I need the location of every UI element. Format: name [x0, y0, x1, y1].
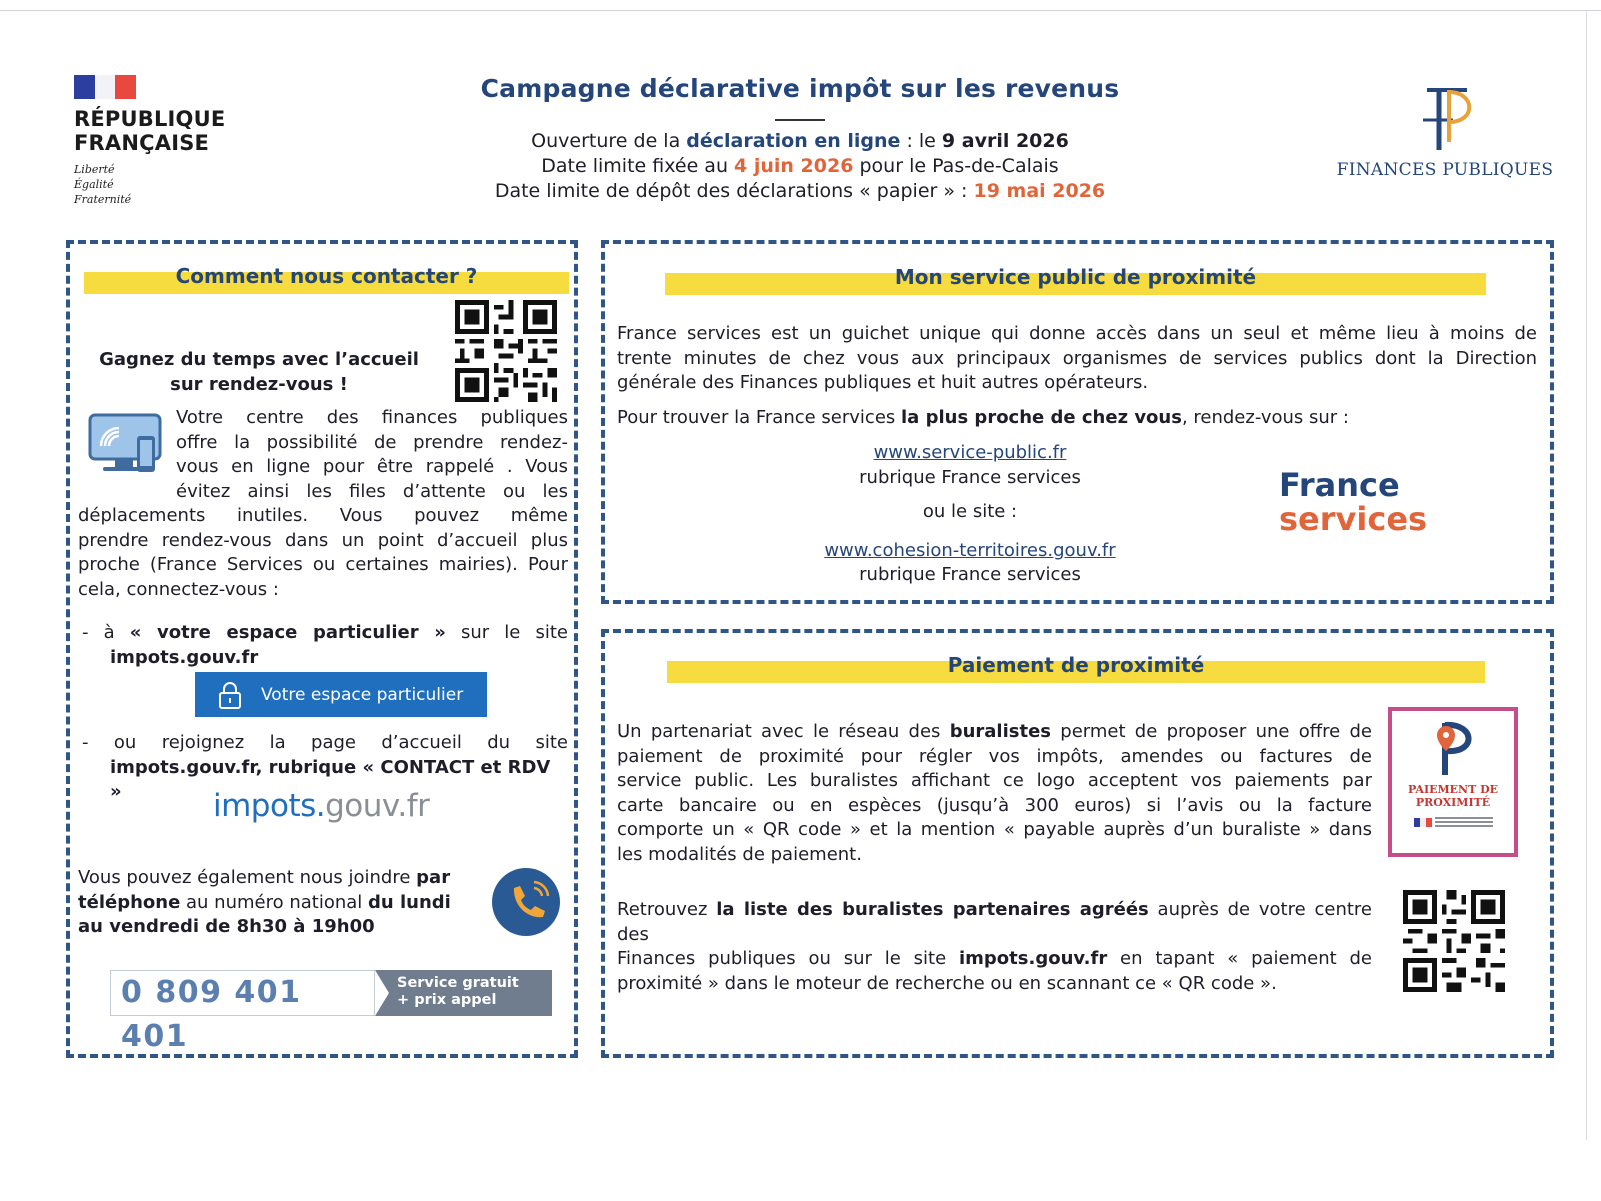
- p2-line2-text-2: en tapant « paiement de: [1107, 948, 1373, 969]
- p2-line1-text: Retrouvez: [617, 899, 717, 920]
- paper-deadline-line: [440, 179, 1160, 204]
- service-public-heading: Mon service public de proximité: [894, 265, 1257, 289]
- rf-name-line-1: RÉPUBLIQUE: [74, 107, 226, 131]
- line1-text: Ouverture de la: [531, 130, 687, 152]
- fs-para-line-3: générale des Finances publiques et huit autres opérateurs.: [617, 372, 1149, 393]
- p1-line3: service public. Les buralistes affichant ce logo acceptent vos paiements par: [617, 770, 1372, 791]
- rf-motto-2: Égalité: [74, 178, 114, 191]
- paiement-paragraph-2: [617, 898, 1372, 996]
- p1-line2: paiement de proximité pour régler vos impôts, amendes ou factures de: [617, 745, 1372, 767]
- deadline-line: [440, 154, 1160, 179]
- contact-para-line-2: offre la possibilité de prendre rendez-: [176, 431, 568, 453]
- title-divider: [775, 119, 825, 121]
- contact-paragraph-bottom: [78, 504, 568, 602]
- bullet1-site: impots.gouv.fr: [110, 646, 259, 668]
- service-gratuit-tag: [375, 970, 552, 1016]
- rf-name: [74, 107, 264, 155]
- paiement-proximite-mark-icon: [1423, 719, 1483, 779]
- bullet1-prefix: - à: [82, 622, 130, 643]
- service-gratuit-line-2: + prix appel: [397, 992, 497, 1008]
- contact-para-line-6: prendre rendez-vous dans un point d’accueil plus: [78, 529, 568, 551]
- paper-deadline: 19 mai 2026: [973, 180, 1106, 202]
- p1-line6: les modalités de paiement.: [617, 843, 862, 865]
- flag-icon: [74, 75, 136, 99]
- rf-name-line-2: FRANÇAISE: [74, 131, 210, 155]
- france-services-logo: [1279, 468, 1427, 536]
- france-services-paragraph: [617, 322, 1537, 396]
- fs-para-line-2: trente minutes de chez vous aux principaux organismes de services publics dont la Direction: [617, 347, 1537, 369]
- p1-line5: comporte un « QR code » et la mention « payable auprès d’un buraliste » dans: [617, 819, 1372, 840]
- espace-particulier-button[interactable]: [195, 672, 487, 717]
- page-title: Campagne déclarative impôt sur les revenus: [480, 74, 1120, 103]
- espace-particulier-label: Votre espace particulier: [261, 684, 464, 705]
- finances-publiques-logo: [1330, 80, 1560, 180]
- p2-line3: proximité » dans le moteur de recherche ou en scannant ce « QR code ».: [617, 972, 1277, 994]
- contact-para-line-3: vous en ligne pour être rappelé . Vous: [176, 456, 568, 477]
- bullet2-bold: impots.gouv.fr, rubrique « CONTACT et RDV »: [110, 756, 551, 802]
- pp-logo-fine-print: [1435, 815, 1493, 829]
- p2-line1-bold: la liste des buralistes partenaires agréés: [716, 899, 1149, 920]
- contact-para-line-5: déplacements inutiles. Vous pouvez même: [78, 505, 568, 526]
- phone-line1-text: Vous pouvez également nous joindre: [78, 867, 417, 888]
- computer-phone-icon: [87, 412, 167, 480]
- p2-line2-text: Finances publiques ou sur le site: [617, 948, 959, 969]
- phone-paragraph: [78, 866, 478, 940]
- scan-edge-right: [1586, 10, 1587, 1140]
- pp-logo-footer: [1392, 815, 1514, 829]
- rf-motto: [74, 162, 264, 207]
- phone-icon[interactable]: [490, 866, 562, 938]
- header: [440, 74, 1160, 204]
- rdv-line-1: Gagnez du temps avec l’accueil: [99, 349, 419, 370]
- contact-para-line-8: cela, connectez-vous :: [78, 578, 279, 600]
- line2-text-2: pour le Pas-de-Calais: [853, 155, 1059, 177]
- finances-publiques-mark-icon: [1405, 80, 1485, 152]
- finances-publiques-name: FINANCES PUBLIQUES: [1336, 160, 1554, 180]
- republique-francaise-logo: [74, 75, 264, 207]
- line1-text-2: : le: [900, 130, 942, 152]
- phone-line2-bold: téléphone: [78, 891, 181, 913]
- p1-line1-bold: buralistes: [949, 721, 1052, 742]
- line1-highlight: déclaration en ligne: [686, 130, 901, 152]
- line3-text: Date limite de dépôt des déclarations « papier » :: [494, 180, 974, 202]
- service-public-heading-bar: [665, 265, 1486, 295]
- lock-icon: [215, 680, 245, 710]
- impots-gouv-logo[interactable]: [213, 788, 429, 824]
- p1-line4: carte bancaire ou en espèces (jusqu’à 300 euros) si l’avis ou la facture: [617, 794, 1372, 816]
- bullet2-text: - ou rejoignez la page d’accueil du site: [82, 732, 568, 753]
- bullet1-bold: « votre espace particulier »: [129, 622, 446, 643]
- bullet-espace-particulier: [82, 621, 568, 670]
- rubrique-2: rubrique France services: [859, 564, 1081, 585]
- paiement-paragraph-1: [617, 720, 1372, 867]
- contact-paragraph-top: [176, 406, 568, 504]
- qr-code-icon[interactable]: [455, 300, 557, 402]
- pp-logo-line-1: PAIEMENT DE: [1407, 783, 1499, 796]
- fs-logo-services: services: [1279, 500, 1428, 538]
- fs-logo-france: France: [1279, 466, 1400, 504]
- ou-le-site: ou le site :: [922, 501, 1018, 522]
- impots-logo-part-1: impots.: [213, 788, 326, 824]
- qr-code-icon[interactable]: [1403, 890, 1505, 992]
- p2-line2-bold: impots.gouv.fr: [959, 948, 1108, 969]
- online-deadline: 4 juin 2026: [734, 155, 854, 177]
- find-text-2: , rendez-vous sur :: [1181, 407, 1349, 428]
- fs-para-line-1: France services est un guichet unique qui donne accès dans un seul et même lieu à moins de: [617, 323, 1537, 344]
- phone-line3: au vendredi de 8h30 à 19h00: [78, 916, 375, 937]
- rf-motto-1: Liberté: [74, 163, 115, 176]
- cohesion-territoires-link[interactable]: www.cohesion-territoires.gouv.fr: [824, 539, 1116, 561]
- contact-para-line-7: proche (France Services ou certaines mairies). Pour: [78, 554, 568, 575]
- paiement-heading: Paiement de proximité: [947, 653, 1205, 677]
- opening-date-line: [440, 129, 1160, 154]
- contact-heading-bar: [84, 264, 569, 294]
- rubrique-1: rubrique France services: [859, 466, 1081, 488]
- p1-line1-text-2: permet de proposer une offre de: [1051, 721, 1373, 742]
- find-bold: la plus proche de chez vous: [901, 407, 1182, 428]
- scan-edge-top: [0, 10, 1601, 11]
- impots-logo-part-2: gouv.fr: [325, 788, 430, 824]
- pp-logo-line-2: PROXIMITÉ: [1415, 796, 1491, 809]
- contact-heading: Comment nous contacter ?: [175, 264, 478, 288]
- phone-number[interactable]: 0 809 401 401: [110, 970, 375, 1016]
- mini-flag-icon: [1414, 818, 1432, 827]
- opening-date: 9 avril 2026: [941, 130, 1069, 152]
- service-gratuit-line-1: Service gratuit: [397, 975, 519, 991]
- find-text: Pour trouver la France services: [617, 407, 901, 428]
- phone-line2-bold-2: du lundi: [368, 891, 451, 913]
- phone-line1-bold: par: [416, 867, 451, 888]
- rf-motto-3: Fraternité: [74, 193, 132, 206]
- contact-para-line-1: Votre centre des finances publiques: [176, 407, 568, 428]
- find-france-services: [617, 406, 1537, 431]
- rdv-tagline: [84, 348, 434, 397]
- p1-line1-text: Un partenariat avec le réseau des: [617, 721, 950, 742]
- line2-text: Date limite fixée au: [541, 155, 735, 177]
- links-block: [760, 441, 1180, 588]
- paiement-heading-bar: [667, 653, 1485, 683]
- paiement-proximite-logo: [1388, 707, 1518, 857]
- rdv-line-2: sur rendez-vous !: [170, 373, 348, 395]
- phone-line2-text: au numéro national: [180, 891, 368, 913]
- bullet1-suffix: sur le site: [445, 622, 569, 643]
- p2-line1-text-2: auprès de votre centre des: [617, 899, 1372, 945]
- contact-para-line-4: évitez ainsi les files d’attente ou les: [176, 480, 568, 502]
- phone-number-strip[interactable]: [110, 970, 552, 1054]
- service-public-link[interactable]: www.service-public.fr: [873, 442, 1067, 463]
